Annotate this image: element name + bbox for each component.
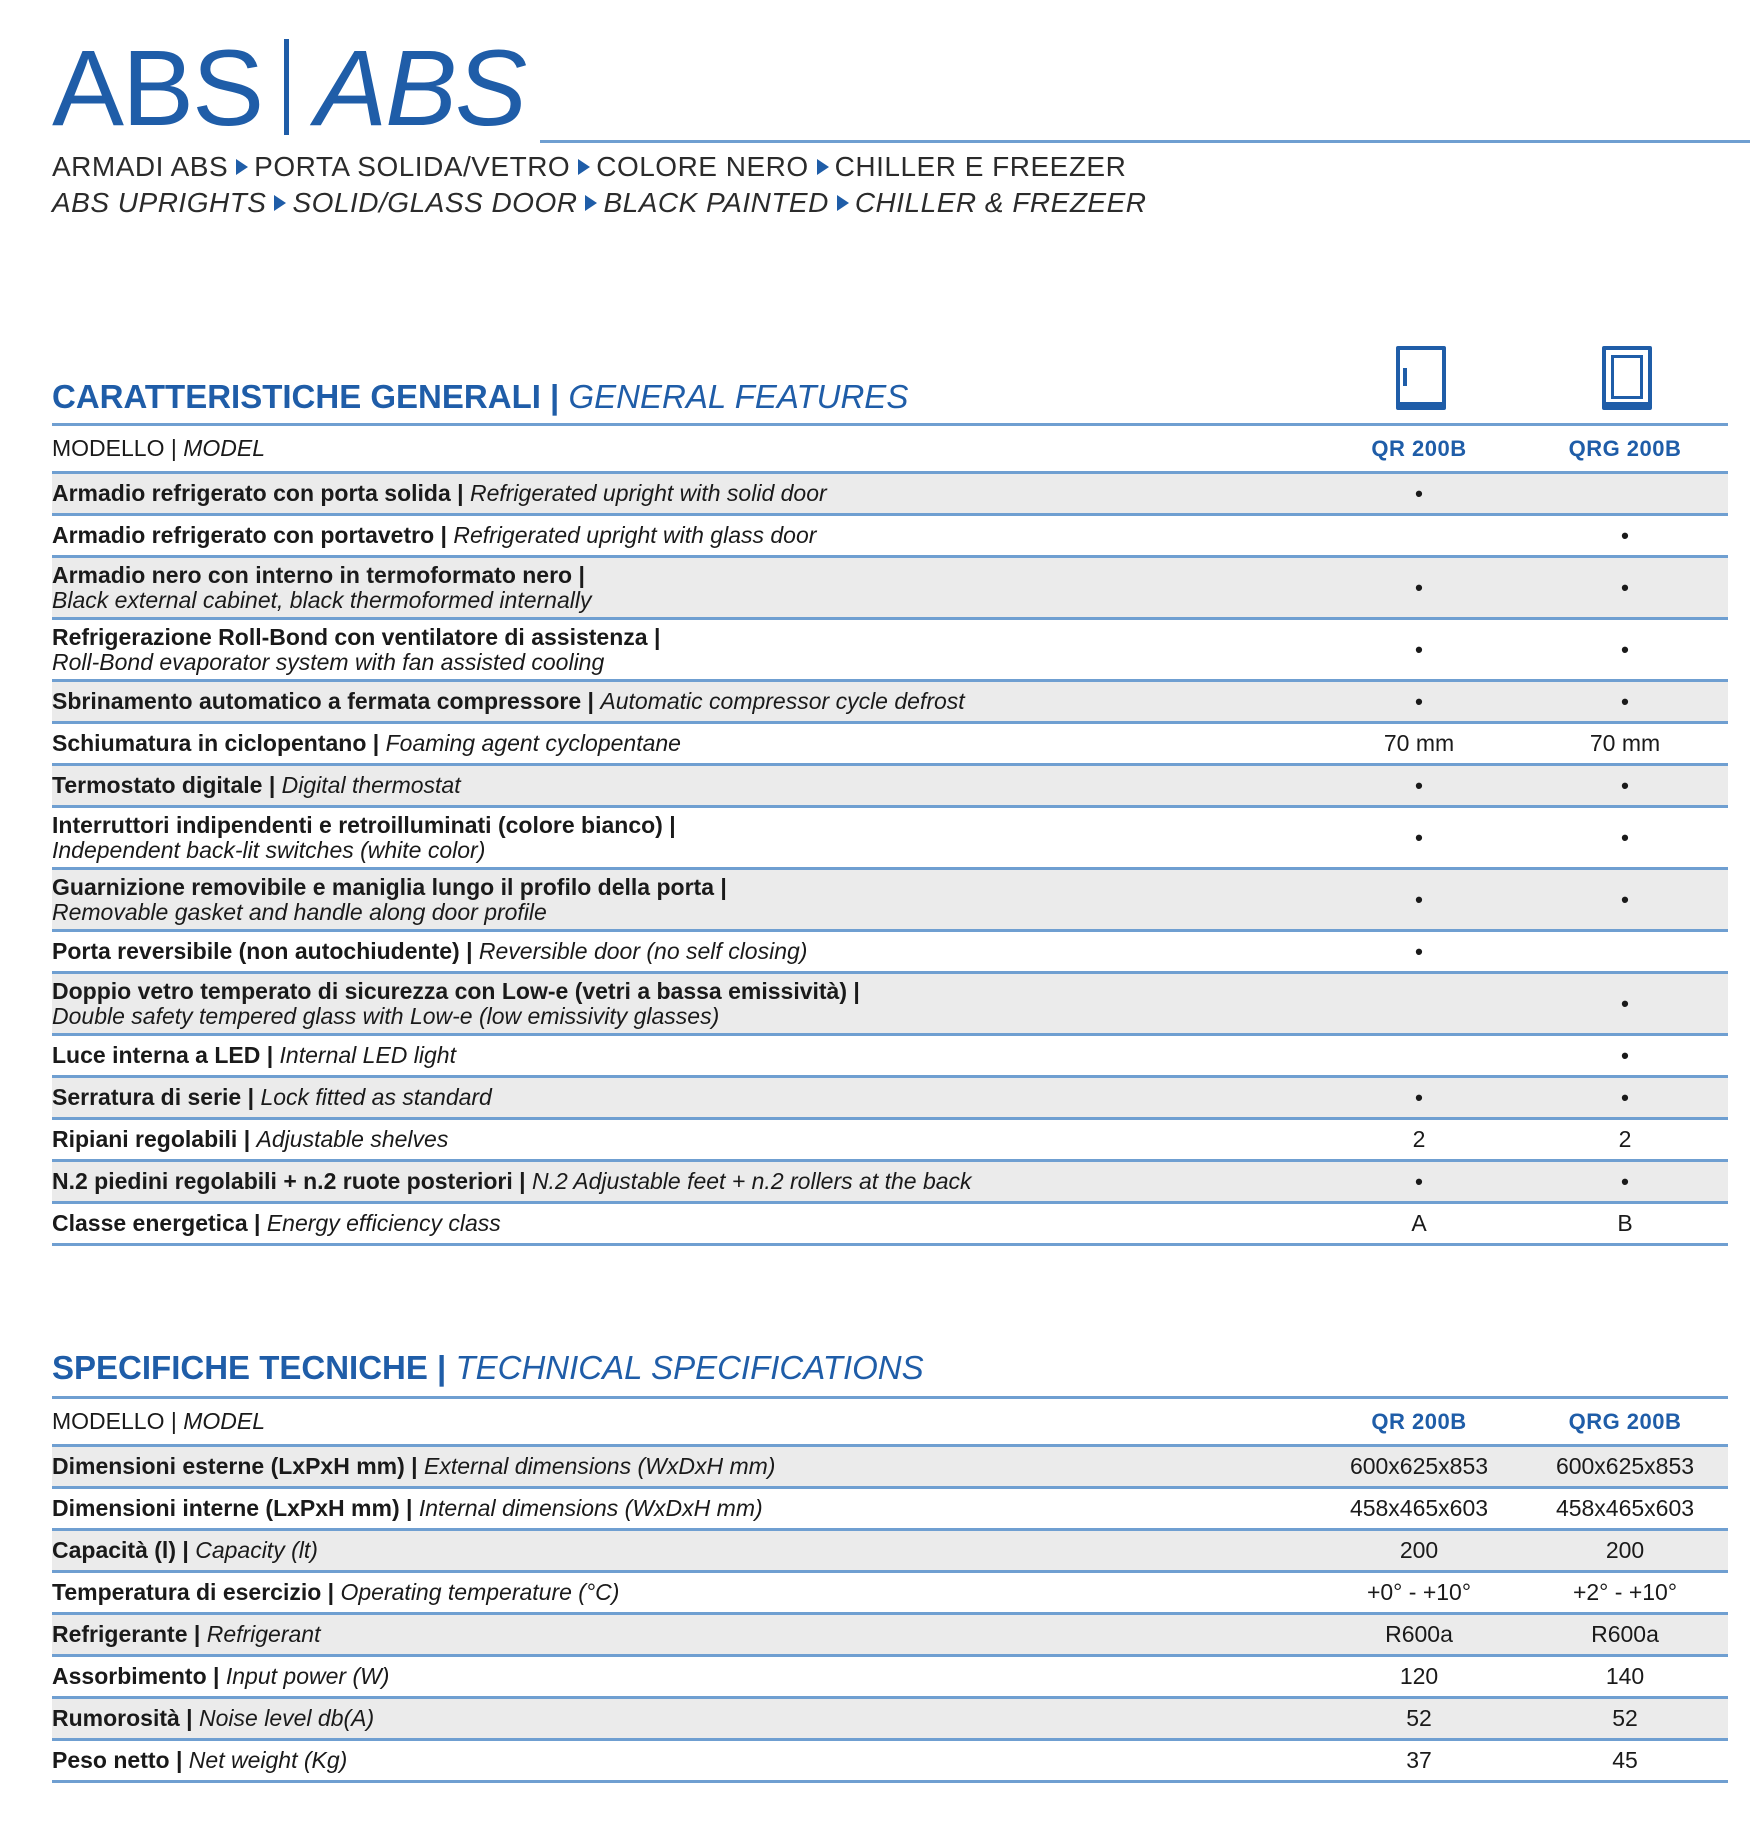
title-it: ABS [52,27,263,148]
row-label-en: Adjustable shelves [256,1126,449,1152]
table-row [52,1162,1728,1204]
row-label-it: Refrigerante | [52,1621,201,1647]
page-title [52,18,525,158]
row-label-en: Roll-Bond evaporator system with fan assisted cooling [52,648,605,675]
row-label-it: Classe energetica | [52,1210,261,1236]
breadcrumb-it [52,150,1126,184]
row-label [52,875,1316,925]
table-row [52,724,1728,766]
row-label-it: Schiumatura in ciclopentano | [52,730,380,756]
table-row [52,620,1728,682]
value-qr200b: 2 [1412,1126,1426,1152]
row-label [52,1622,1316,1647]
value-qrg200b: • [1621,1168,1629,1194]
value-qrg200b: • [1621,990,1629,1016]
technical-specs-table [52,1399,1728,1783]
value-qr200b: 600x625x853 [1349,1453,1489,1479]
model-qr200b: QR 200B [1371,435,1467,461]
glass-door-fridge-icon [1602,346,1652,410]
value-qrg200b: +2° - +10° [1572,1579,1678,1605]
row-label-en: Refrigerated upright with solid door [469,480,827,506]
breadcrumb-item: ARMADI ABS [52,151,229,182]
table-row [52,1078,1728,1120]
value-qrg200b: R600a [1591,1621,1659,1647]
row-label-en: Capacity (lt) [195,1537,318,1563]
section-title-it: CARATTERISTICHE GENERALI | [52,378,560,415]
value-qr200b: • [1415,480,1423,506]
table-row [52,1741,1728,1783]
row-label [52,1211,1316,1236]
section-title-it: SPECIFICHE TECNICHE | [52,1349,447,1386]
row-label [52,481,1316,506]
value-qr200b: • [1415,688,1423,714]
value-qrg200b: • [1621,1084,1629,1110]
model-label-it: MODELLO | [52,435,177,461]
value-qr200b: • [1415,938,1423,964]
value-qrg200b: • [1621,636,1629,662]
value-qr200b: 70 mm [1383,730,1455,756]
table-row [52,1573,1728,1615]
row-label-it: Guarnizione removibile e maniglia lungo il profilo della porta | [52,873,727,900]
table-row [52,1699,1728,1741]
value-qrg200b: 70 mm [1589,730,1661,756]
row-label-it: Dimensioni esterne (LxPxH mm) | [52,1453,418,1479]
breadcrumb-item: COLORE NERO [596,151,809,182]
model-label-it: MODELLO | [52,1408,177,1434]
row-label [52,1454,1316,1479]
row-label-it: Dimensioni interne (LxPxH mm) | [52,1495,413,1521]
value-qr200b: • [1415,772,1423,798]
table-row [52,1615,1728,1657]
value-qrg200b: 140 [1605,1663,1645,1689]
value-qrg200b: 458x465x603 [1555,1495,1695,1521]
arrow-right-icon [837,195,849,211]
row-label [52,939,1316,964]
value-qrg200b: 200 [1605,1537,1645,1563]
row-label-en: Internal dimensions (WxDxH mm) [418,1495,763,1521]
value-qr200b: 37 [1406,1747,1432,1773]
row-label-it: Temperatura di esercizio | [52,1579,335,1605]
row-label-en: Removable gasket and handle along door profile [52,898,547,925]
value-qr200b: +0° - +10° [1366,1579,1472,1605]
general-section-title [52,377,908,417]
value-qrg200b: • [1621,772,1629,798]
title-divider [284,39,289,135]
model-label-en: MODEL [183,1408,266,1434]
value-qr200b: • [1415,574,1423,600]
value-qrg200b: • [1621,824,1629,850]
row-label [52,1169,1316,1194]
row-label-en: Black external cabinet, black thermoformed internally [52,586,592,613]
title-rule [540,140,1750,143]
row-label-it: Luce interna a LED | [52,1042,274,1068]
breadcrumb-item: BLACK PAINTED [603,187,829,218]
row-label-en: Foaming agent cyclopentane [385,730,681,756]
value-qr200b: • [1415,824,1423,850]
table-header-row [52,1399,1728,1447]
model-label [52,436,1316,461]
row-label-it: Assorbimento | [52,1663,220,1689]
table-row [52,932,1728,974]
table-row [52,1657,1728,1699]
value-qrg200b: • [1621,574,1629,600]
row-label-it: Capacità (l) | [52,1537,189,1563]
row-label [52,979,1316,1029]
row-label-en: Independent back-lit switches (white color) [52,836,486,863]
table-row [52,558,1728,620]
technical-rows [52,1447,1728,1783]
technical-section-title [52,1348,924,1388]
row-label [52,773,1316,798]
row-label-it: Armadio refrigerato con portavetro | [52,522,447,548]
value-qrg200b: 45 [1612,1747,1638,1773]
row-label-it: Porta reversibile (non autochiudente) | [52,938,473,964]
value-qrg200b: • [1621,688,1629,714]
row-label-en: N.2 Adjustable feet + n.2 rollers at the back [531,1168,972,1194]
value-qrg200b: 2 [1618,1126,1632,1152]
row-label [52,1043,1316,1068]
breadcrumb-item: PORTA SOLIDA/VETRO [254,151,571,182]
row-label-en: Refrigerated upright with glass door [453,522,817,548]
row-label-it: Rumorosità | [52,1705,193,1731]
value-qrg200b: 600x625x853 [1555,1453,1695,1479]
row-label [52,1706,1316,1731]
value-qr200b: 200 [1399,1537,1439,1563]
table-row [52,1204,1728,1246]
value-qr200b: • [1415,636,1423,662]
title-en: ABS [315,27,526,148]
row-label [52,1127,1316,1152]
row-label [52,1580,1316,1605]
row-label-it: Doppio vetro temperato di sicurezza con Low-e (vetri a bassa emissività) | [52,977,860,1004]
value-qr200b: 120 [1399,1663,1439,1689]
row-label-it: Interruttori indipendenti e retroilluminati (colore bianco) | [52,811,676,838]
table-row [52,474,1728,516]
table-row [52,1447,1728,1489]
arrow-right-icon [585,195,597,211]
row-label-it: Armadio nero con interno in termoformato nero | [52,561,585,588]
row-label-en: Automatic compressor cycle defrost [600,688,965,714]
row-label-it: Armadio refrigerato con porta solida | [52,480,464,506]
model-qrg200b: QRG 200B [1568,1408,1682,1434]
row-label-en: Noise level db(A) [199,1705,375,1731]
row-label [52,1538,1316,1563]
row-label-en: Net weight (Kg) [188,1747,348,1773]
row-label-it: Ripiani regolabili | [52,1126,251,1152]
value-qr200b: 458x465x603 [1349,1495,1489,1521]
row-label-it: Sbrinamento automatico a fermata compressore | [52,688,594,714]
row-label-en: Reversible door (no self closing) [478,938,808,964]
row-label-it: Serratura di serie | [52,1084,255,1110]
breadcrumb-item: ABS UPRIGHTS [52,187,267,218]
row-label-en: External dimensions (WxDxH mm) [423,1453,776,1479]
table-row [52,808,1728,870]
general-rows [52,474,1728,1246]
general-features-table [52,426,1728,1246]
row-label [52,1748,1316,1773]
value-qr200b: R600a [1385,1621,1453,1647]
value-qr200b: 52 [1406,1705,1432,1731]
table-row [52,1120,1728,1162]
row-label [52,625,1316,675]
model-label-en: MODEL [183,435,266,461]
value-qrg200b: 52 [1612,1705,1638,1731]
table-row [52,974,1728,1036]
row-label [52,813,1316,863]
table-row [52,1489,1728,1531]
section-title-en: GENERAL FEATURES [568,378,909,415]
row-label [52,731,1316,756]
row-label-it: N.2 piedini regolabili + n.2 ruote posteriori | [52,1168,526,1194]
value-qrg200b: B [1617,1210,1633,1236]
arrow-right-icon [817,159,829,175]
table-row [52,516,1728,558]
row-label-en: Digital thermostat [281,772,461,798]
row-label-it: Peso netto | [52,1747,183,1773]
arrow-right-icon [236,159,248,175]
value-qrg200b: • [1621,1042,1629,1068]
value-qrg200b: • [1621,886,1629,912]
model-label [52,1409,1316,1434]
breadcrumb-en [52,186,1147,220]
value-qr200b: • [1415,886,1423,912]
row-label [52,563,1316,613]
row-label-en: Lock fitted as standard [260,1084,492,1110]
row-label-en: Input power (W) [225,1663,390,1689]
row-label-en: Energy efficiency class [266,1210,501,1236]
row-label [52,689,1316,714]
value-qr200b: • [1415,1168,1423,1194]
table-row [52,1531,1728,1573]
row-label [52,1085,1316,1110]
breadcrumb-item: CHILLER & FREZEER [854,187,1147,218]
model-qr200b: QR 200B [1371,1408,1467,1434]
row-label [52,523,1316,548]
table-row [52,766,1728,808]
solid-door-fridge-icon [1396,346,1446,410]
row-label-it: Refrigerazione Roll-Bond con ventilatore di assistenza | [52,623,661,650]
breadcrumb-item: CHILLER E FREEZER [834,151,1127,182]
value-qr200b: • [1415,1084,1423,1110]
table-row [52,682,1728,724]
row-label [52,1664,1316,1689]
table-header-row [52,426,1728,474]
model-qrg200b: QRG 200B [1568,435,1682,461]
row-label-en: Internal LED light [279,1042,456,1068]
table-row [52,870,1728,932]
arrow-right-icon [578,159,590,175]
row-label-en: Operating temperature (°C) [340,1579,620,1605]
row-label-en: Refrigerant [206,1621,321,1647]
table-row [52,1036,1728,1078]
breadcrumb-item: SOLID/GLASS DOOR [292,187,578,218]
value-qr200b: A [1411,1210,1427,1236]
arrow-right-icon [274,195,286,211]
section-title-en: TECHNICAL SPECIFICATIONS [455,1349,924,1386]
row-label-en: Double safety tempered glass with Low-e (low emissivity glasses) [52,1002,720,1029]
value-qrg200b: • [1621,522,1629,548]
row-label-it: Termostato digitale | [52,772,276,798]
row-label [52,1496,1316,1521]
